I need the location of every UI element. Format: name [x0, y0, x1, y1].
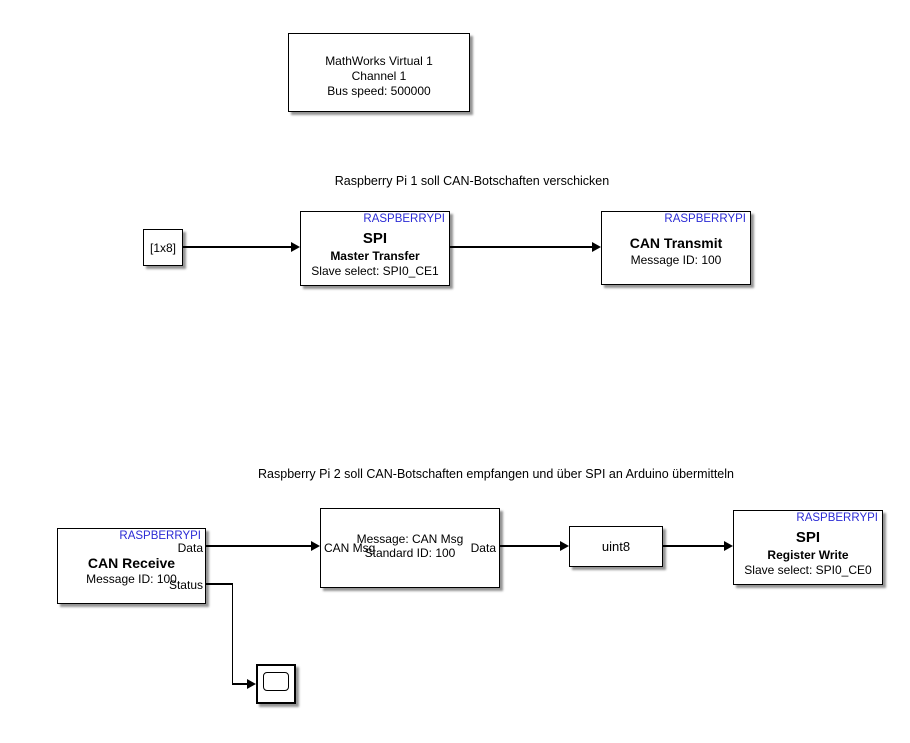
port-label-status: Status — [168, 578, 203, 592]
wire-constant-to-spi-master[interactable] — [183, 246, 292, 248]
annotation-raspberry-pi-2[interactable]: Raspberry Pi 2 soll CAN-Botschaften empfangen und über SPI an Arduino übermitteln — [258, 467, 734, 481]
unpack-line-1: Message: CAN Msg — [356, 532, 464, 546]
block-param: Slave select: SPI0_CE1 — [311, 264, 439, 278]
data-type-conversion-block[interactable] — [569, 526, 663, 567]
can-unpack-block[interactable] — [320, 508, 500, 588]
can-receive-block[interactable] — [57, 528, 206, 604]
can-configuration-label — [325, 46, 433, 99]
port-label-data: Data — [470, 541, 496, 555]
block-param: Message ID: 100 — [630, 253, 722, 267]
wire-spi-master-to-can-transmit[interactable] — [450, 246, 593, 248]
arrowhead-icon — [247, 679, 256, 689]
board-tag-label: RASPBERRYPI — [363, 213, 445, 225]
block-title: CAN Receive — [87, 555, 176, 571]
arrowhead-icon — [311, 541, 320, 551]
unpack-line-2: Standard ID: 100 — [364, 545, 456, 560]
block-param: Slave select: SPI0_CE0 — [744, 563, 872, 577]
board-tag-label: RASPBERRYPI — [796, 512, 878, 524]
block-title: SPI — [362, 230, 388, 247]
can-config-line-1: MathWorks Virtual 1 — [325, 54, 433, 68]
block-param: Message ID: 100 — [86, 572, 177, 586]
constant-value: [1x8] — [149, 240, 176, 255]
annotation-raspberry-pi-1[interactable]: Raspberry Pi 1 soll CAN-Botschaften verschicken — [334, 174, 610, 188]
arrowhead-icon — [724, 541, 733, 551]
wire-can-receive-status-segment-1[interactable] — [206, 583, 233, 585]
arrowhead-icon — [592, 242, 601, 252]
can-configuration-block[interactable] — [288, 33, 470, 112]
wire-can-receive-data-to-unpack[interactable] — [206, 545, 312, 547]
can-transmit-block[interactable] — [601, 211, 751, 285]
can-config-line-3: Bus speed: 500000 — [327, 84, 431, 98]
block-title: CAN Transmit — [629, 235, 723, 251]
board-tag-label: RASPBERRYPI — [119, 530, 201, 542]
arrowhead-icon — [291, 242, 300, 252]
data-type-value: uint8 — [601, 539, 631, 554]
wire-unpack-to-uint8[interactable] — [500, 545, 561, 547]
spi-master-transfer-block[interactable] — [300, 211, 450, 286]
block-subtitle: Master Transfer — [330, 249, 420, 263]
wire-can-receive-status-segment-2[interactable] — [232, 583, 234, 684]
wire-uint8-to-spi-write[interactable] — [663, 545, 725, 547]
port-label-can-msg: CAN Msg — [324, 541, 376, 555]
spi-register-write-block[interactable] — [733, 510, 883, 585]
can-config-line-2: Channel 1 — [351, 69, 407, 83]
scope-block[interactable] — [256, 664, 296, 704]
port-label-data: Data — [177, 541, 203, 555]
board-tag-label: RASPBERRYPI — [664, 213, 746, 225]
block-subtitle: Register Write — [767, 548, 849, 562]
wire-can-receive-status-segment-3[interactable] — [232, 683, 248, 685]
scope-screen-icon — [263, 672, 289, 691]
arrowhead-icon — [560, 541, 569, 551]
constant-block[interactable] — [143, 229, 183, 266]
block-title: SPI — [795, 529, 821, 546]
